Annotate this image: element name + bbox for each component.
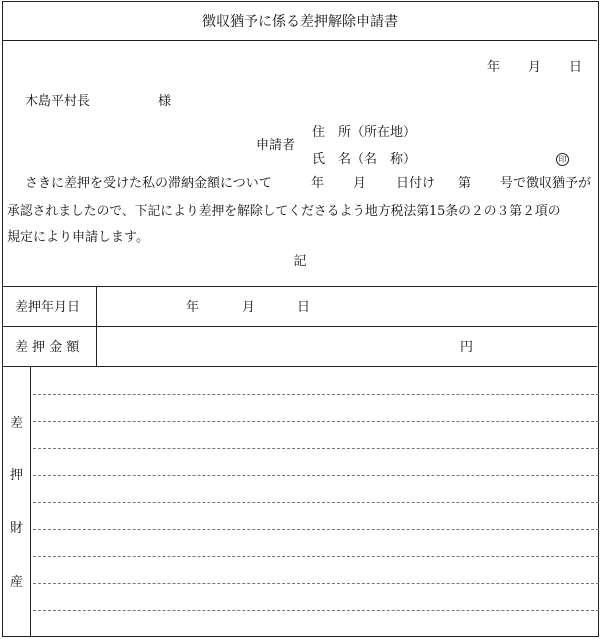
form-title: 徴収猶予に係る差押解除申請書 [202, 14, 398, 30]
addressee-honorific: 様 [158, 94, 172, 109]
body-line1-day: 日付け [396, 176, 436, 191]
body-line1-year: 年 [311, 176, 325, 191]
row-divider-1 [3, 326, 597, 327]
property-line [33, 583, 599, 584]
body-line1-number: 第 [458, 176, 472, 191]
body-line1-end: 号で徴収猶予が [500, 176, 592, 191]
property-line [33, 556, 599, 557]
row-divider-2 [3, 366, 597, 367]
body-line2: 承認されましたので、下記により差押を解除してくださるよう地方税法第15条の２の３第２項の [7, 204, 561, 219]
property-char-1: 差 [10, 416, 24, 431]
body-line1-text: さきに差押を受けた私の滞納金額について [25, 176, 272, 191]
property-column-divider [30, 366, 31, 636]
applicant-label: 申請者 [256, 138, 296, 153]
date-year: 年 [487, 60, 501, 75]
property-line [33, 475, 599, 476]
property-line [33, 394, 599, 395]
seizure-date-month: 月 [242, 300, 256, 315]
seizure-amount-unit: 円 [460, 340, 474, 355]
property-line [33, 502, 599, 503]
property-line [33, 421, 599, 422]
application-form [2, 1, 599, 637]
seal-mark: 印 [556, 153, 569, 166]
seizure-date-year: 年 [186, 300, 200, 315]
seizure-amount-label: 差 押 金 額 [15, 340, 80, 355]
applicant-address-label: 住 所（所在地） [312, 125, 417, 140]
body-line3: 規定により申請します。 [7, 230, 149, 245]
date-day: 日 [569, 60, 583, 75]
seizure-date-label: 差押年月日 [15, 300, 81, 315]
date-month: 月 [528, 60, 542, 75]
property-char-2: 押 [10, 468, 24, 483]
title-divider [3, 40, 597, 41]
applicant-name-label: 氏 名（名 称） [312, 152, 417, 167]
property-line [33, 610, 599, 611]
addressee-name: 木島平村長 [25, 94, 91, 109]
property-line [33, 529, 599, 530]
table-top-border [3, 286, 597, 287]
property-char-4: 産 [10, 575, 24, 590]
seizure-date-day: 日 [297, 300, 311, 315]
property-line [33, 448, 599, 449]
property-char-3: 財 [10, 521, 24, 536]
ki-heading: 記 [293, 254, 307, 269]
body-line1-month: 月 [353, 176, 367, 191]
